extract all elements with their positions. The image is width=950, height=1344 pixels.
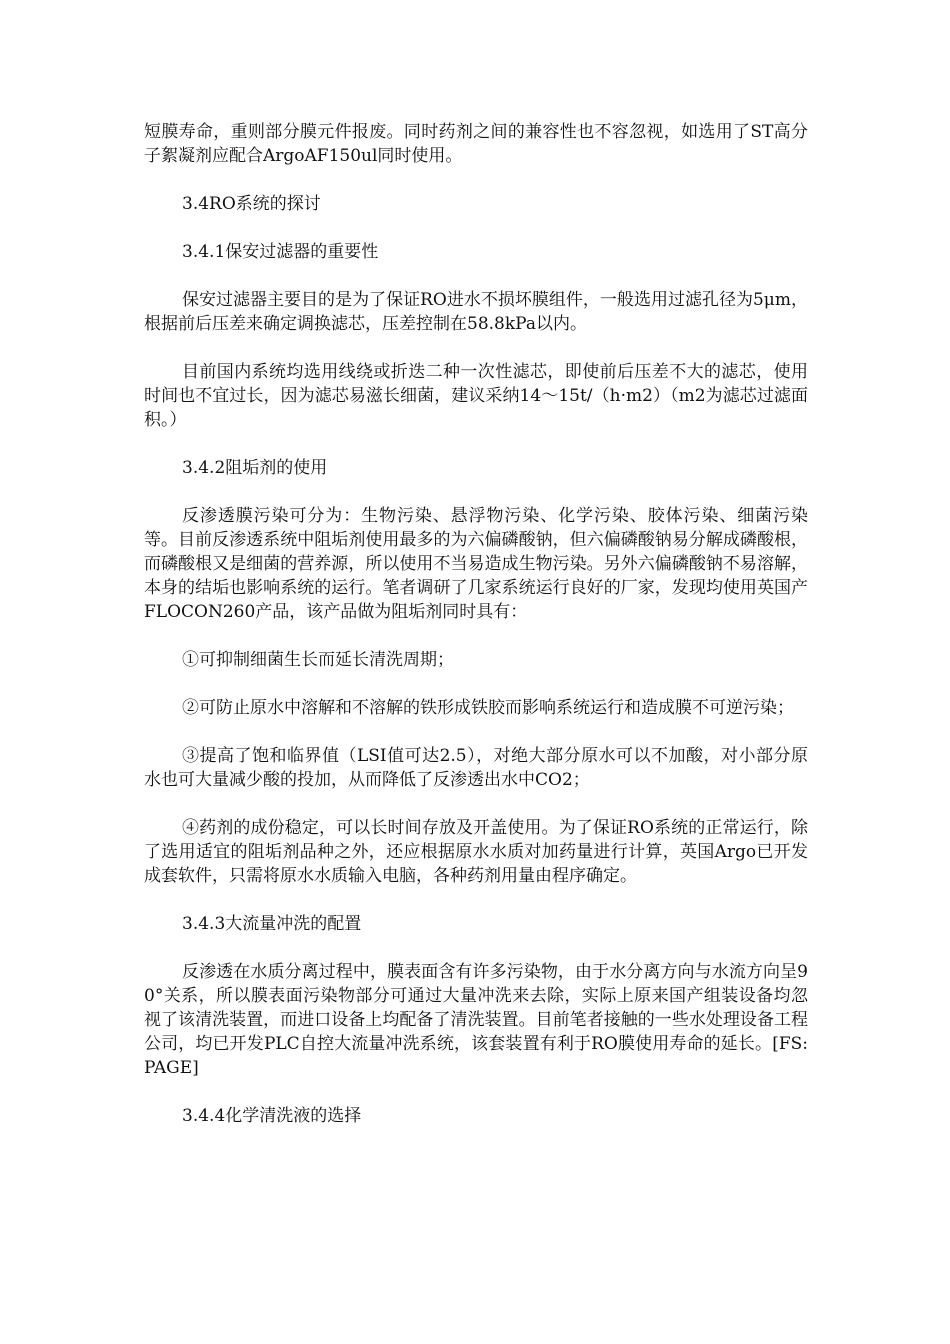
paragraph-filter-cartridge: 目前国内系统均选用线绕或折迭二种一次性滤芯，即使前后压差不大的滤芯，使用时间也不宜过长，因为滤芯易滋长细菌，建议采纳14～15t/（h·m2）（m2为滤芯过滤面积。）: [144, 362, 808, 430]
paragraph-filter-purpose: 保安过滤器主要目的是为了保证RO进水不损坏膜组件，一般选用过滤孔径为5μm，根据前后压差来确定调换滤芯，压差控制在58.8kPa以内。: [144, 290, 808, 334]
section-heading-3-4-1: 3.4.1保安过滤器的重要性: [182, 242, 379, 262]
list-item-1: ①可抑制细菌生长而延长清洗周期；: [182, 650, 454, 670]
section-heading-3-4-3: 3.4.3大流量冲洗的配置: [182, 914, 362, 934]
section-heading-3-4-4: 3.4.4化学清洗液的选择: [182, 1106, 362, 1126]
section-heading-3-4-2: 3.4.2阻垢剂的使用: [182, 458, 328, 478]
document-body: [144, 120, 808, 1152]
list-item-4: ④药剂的成份稳定，可以长时间存放及开盖使用。为了保证RO系统的正常运行，除了选用适宜的阻垢剂品种之外，还应根据原水水质对加药量进行计算，英国Argo已开发成套软件，只需将原水水质输入电脑，各种药剂用量由程序确定。: [144, 818, 808, 886]
paragraph-membrane-fouling: 反渗透膜污染可分为：生物污染、悬浮物污染、化学污染、胶体污染、细菌污染等。目前反渗透系统中阻垢剂使用最多的为六偏磷酸钠，但六偏磷酸钠易分解成磷酸根，而磷酸根又是细菌的营养源，所以使用不当易造成生物污染。另外六偏磷酸钠不易溶解，本身的结垢也影响系统的运行。笔者调研了几家系统运行良好的厂家，发现均使用英国产FLOCON260产品，该产品做为阻垢剂同时具有：: [144, 506, 808, 622]
section-heading-3-4: 3.4RO系统的探讨: [182, 194, 321, 214]
list-item-3: ③提高了饱和临界值（LSI值可达2.5），对绝大部分原水可以不加酸，对小部分原水也可大量减少酸的投加，从而降低了反渗透出水中CO2；: [144, 746, 808, 790]
list-item-2: ②可防止原水中溶解和不溶解的铁形成铁胶而影响系统运行和造成膜不可逆污染；: [182, 698, 794, 718]
paragraph-continuation: 短膜寿命，重则部分膜元件报废。同时药剂之间的兼容性也不容忽视，如选用了ST高分子絮凝剂应配合ArgoAF150ul同时使用。: [144, 122, 808, 166]
paragraph-flushing: 反渗透在水质分离过程中，膜表面含有许多污染物，由于水分离方向与水流方向呈90°关系，所以膜表面污染物部分可通过大量冲洗来去除，实际上原来国产组装设备均忽视了该清洗装置，而进口设备上均配备了清洗装置。目前笔者接触的一些水处理设备工程公司，均已开发PLC自控大流量冲洗系统，该套装置有利于RO膜使用寿命的延长。[FS:PAGE]: [144, 962, 808, 1078]
